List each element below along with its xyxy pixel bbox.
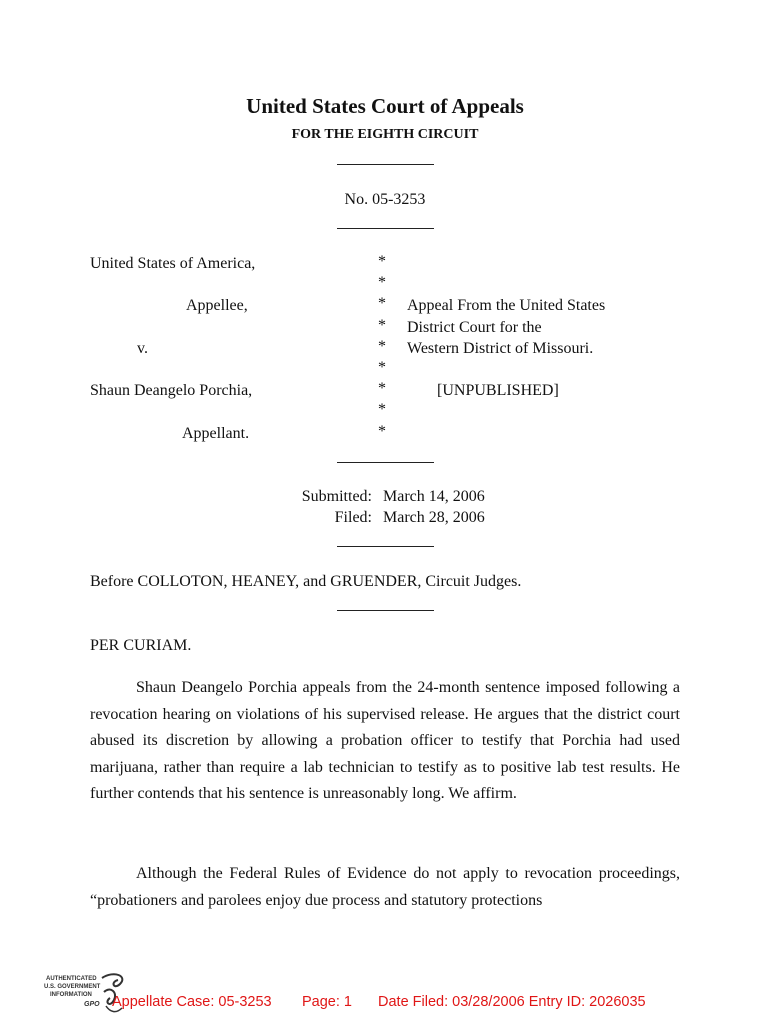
plaintiff-name: United States of America, (90, 255, 256, 272)
defendant-role: Appellant. (182, 425, 250, 442)
submitted-date: March 14, 2006 (383, 488, 485, 505)
footer-case-number: Appellate Case: 05-3253 (112, 994, 272, 1010)
submitted-label: Submitted: (301, 488, 372, 505)
versus: v. (137, 340, 148, 357)
appeal-from-line: District Court for the (407, 319, 542, 336)
caption-star: * (378, 401, 386, 418)
opinion-paragraph (90, 861, 680, 914)
divider (337, 164, 434, 165)
logo-text: GPO (84, 1001, 100, 1008)
caption-star: * (378, 359, 386, 376)
divider (337, 610, 434, 611)
plaintiff-role: Appellee, (186, 297, 248, 314)
caption-star: * (378, 295, 386, 312)
paragraph-text: Shaun Deangelo Porchia appeals from the 24-month sentence imposed following a revocation hearing on violations of his supervised release. He argues that the district court abused its discretion by allowing a probation officer to testify that Porchia had used marijuana, rather than require a lab technician to testify as to positive lab test results. He further contends that his sentence is unreasonably long. We affirm. (90, 679, 680, 802)
judges-line: Before COLLOTON, HEANEY, and GRUENDER, Circuit Judges. (90, 573, 522, 590)
divider (337, 228, 434, 229)
case-number: No. 05-3253 (344, 191, 426, 208)
unpublished-label: [UNPUBLISHED] (437, 382, 559, 399)
caption-star: * (378, 338, 386, 355)
caption-star: * (378, 423, 386, 440)
caption-star: * (378, 253, 386, 270)
appeal-from-line: Western District of Missouri. (407, 340, 594, 357)
divider (337, 462, 434, 463)
divider (337, 546, 434, 547)
logo-text: U.S. GOVERNMENT (44, 984, 101, 990)
appeal-from-line: Appeal From the United States (407, 297, 606, 314)
court-title: United States Court of Appeals (246, 94, 524, 118)
per-curiam-heading: PER CURIAM. (90, 637, 192, 654)
caption-star: * (378, 317, 386, 334)
filed-label: Filed: (334, 509, 372, 526)
logo-text: AUTHENTICATED (46, 976, 97, 982)
circuit-subtitle: FOR THE EIGHTH CIRCUIT (291, 127, 479, 142)
filed-date: March 28, 2006 (383, 509, 485, 526)
footer-page: Page: 1 (302, 994, 352, 1010)
opinion-paragraph (90, 675, 680, 808)
footer-filed-entry: Date Filed: 03/28/2006 Entry ID: 2026035 (378, 994, 646, 1010)
defendant-name: Shaun Deangelo Porchia, (90, 382, 253, 399)
caption-star: * (378, 380, 386, 397)
caption-star: * (378, 274, 386, 291)
logo-text: INFORMATION (50, 992, 92, 998)
paragraph-text: Although the Federal Rules of Evidence do not apply to revocation proceedings, “probationers and parolees enjoy due process and statutory protections (90, 865, 680, 909)
